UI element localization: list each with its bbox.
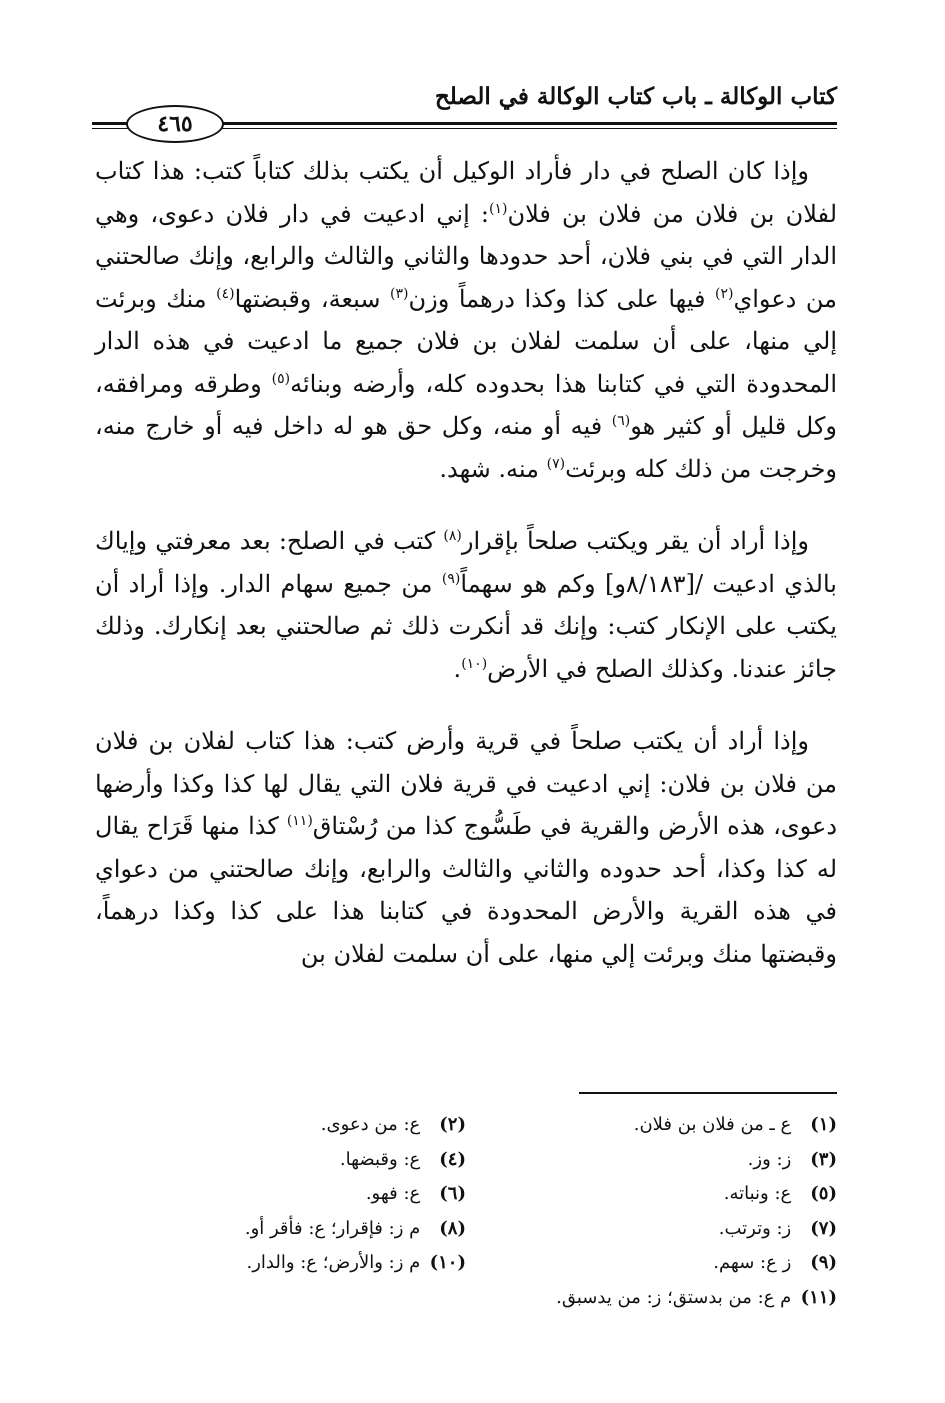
footnote-row xyxy=(95,1246,837,1281)
footnote-ref: (٤) xyxy=(216,285,235,302)
footnote-text: ع: ونباته. xyxy=(723,1183,792,1204)
footnote-number: (١١) xyxy=(800,1286,837,1308)
text-run: وطرقه ومرافقه، وكل قليل أو كثير هو xyxy=(95,369,837,440)
footnote-text: ع: وقبضها. xyxy=(339,1148,421,1170)
text-run: وإذا أراد أن يكتب صلحاً في قرية وأرض كتب: هذا كتاب لفلان بن فلان من فلان بن فلان: إني ادعيت في قرية فلان التي يقال لها كذا وكذا وأرضها دعوى، هذه الأرض والقرية في طَسُّوج كذا من رُسْتاق xyxy=(95,727,837,840)
footnote-ref: (٣) xyxy=(390,285,409,302)
text-run: وإذا كان الصلح في دار فأراد الوكيل أن يكتب بذلك كتاباً كتب: هذا كتاب لفلان بن فلان من فلان بن فلان xyxy=(95,157,838,228)
footnote-text: ع: من دعوى. xyxy=(320,1114,421,1135)
text-run: وإذا أراد أن يقر ويكتب صلحاً بإقرار xyxy=(461,527,809,555)
footnote xyxy=(466,1143,837,1178)
text-run: سبعة، وقبضتها xyxy=(234,284,391,313)
footnote-number: (٦) xyxy=(439,1183,466,1204)
footnote-text: م ع: من بدستق؛ ز: من يدسبق. xyxy=(556,1286,792,1308)
text-run: كذا منها قَرَاح يقال له كذا وكذا، أحد حدوده والثاني والثالث والرابع، وإنك صالحتني من دعواي في هذه القرية والأرض المحدودة في كتابنا هذا على كذا وكذا درهماً، وقبضتها منك وبرئت إلي منها، على أن سلمت لفلان بن xyxy=(95,812,838,968)
text-run: : إني ادعيت في دار فلان دعوى، وهي الدار التي في بني فلان، أحد حدودها والثاني والثالث والرابع، وإنك صالحتني من دعواي xyxy=(95,199,837,313)
footnote xyxy=(95,1246,466,1281)
body-text xyxy=(95,150,837,975)
footnote xyxy=(466,1212,837,1247)
footnote xyxy=(427,1281,837,1316)
footnote-ref: (٥) xyxy=(271,370,291,387)
paragraph xyxy=(95,150,837,490)
paragraph xyxy=(95,720,837,975)
footnote xyxy=(466,1108,837,1143)
footnote xyxy=(95,1108,466,1143)
footnote-number: (٩) xyxy=(810,1252,837,1273)
running-header: كتاب الوكالة ـ باب كتاب الوكالة في الصلح xyxy=(434,83,837,110)
text-run: كتب في الصلح: بعد معرفتي وإياك بالذي ادعيت /[٨/١٨٣و] وكم هو سهماً xyxy=(95,527,837,598)
footnote-ref: (١) xyxy=(488,200,508,217)
footnote-ref: (٩) xyxy=(441,570,461,587)
footnote xyxy=(95,1143,466,1178)
footnote-row xyxy=(95,1108,837,1143)
page-number: ٤٦٥ xyxy=(126,105,224,143)
footnote-number: (٢) xyxy=(439,1114,466,1135)
text-run: منك وبرئت إلي منها، على أن سلمت لفلان بن فلان جميع ما ادعيت في هذه الدار المحدودة التي في كتابنا هذا بحدوده كله، وأرضه وبنائه xyxy=(95,284,837,398)
footnote-text: ع: فهو. xyxy=(365,1183,421,1204)
text-run: منه. شهد. xyxy=(439,454,547,483)
footnote-number: (٨) xyxy=(439,1217,466,1239)
footnote-number: (١) xyxy=(810,1114,837,1135)
footnote-text: ع ـ من فلان بن فلان. xyxy=(633,1114,792,1135)
footnote-text: م ز: والأرض؛ ع: والدار. xyxy=(246,1252,421,1273)
footnote-number: (٧) xyxy=(810,1217,837,1239)
footnote-row xyxy=(95,1281,837,1316)
text-run: من جميع سهام الدار. وإذا أراد أن يكتب على الإنكار كتب: وإنك قد أنكرت ذلك ثم صالحتني بعد إنكارك. وذلك جائز عندنا. وكذلك الصلح في الأرض xyxy=(95,569,837,683)
footnote-number: (١٠) xyxy=(429,1252,466,1273)
footnote-text: ز: وترتب. xyxy=(718,1217,792,1239)
footnote-separator xyxy=(579,1092,837,1094)
footnote-number: (٥) xyxy=(810,1183,837,1204)
text-run: فيه أو منه، وكل حق هو له داخل فيه أو خارج منه، وخرجت من ذلك كله وبرئت xyxy=(95,412,837,483)
footnote-ref: (١٠) xyxy=(461,655,488,672)
footnote-ref: (١١) xyxy=(286,813,313,829)
footnote-row xyxy=(95,1177,837,1212)
footnote-text: ز ع: سهم. xyxy=(713,1252,792,1273)
footnote-text: ز: وز. xyxy=(747,1148,792,1170)
footnote-ref: (٧) xyxy=(546,455,566,472)
text-run: فيها على كذا وكذا درهماً وزن xyxy=(408,284,715,313)
footnote xyxy=(466,1246,837,1281)
footnote-ref: (٢) xyxy=(715,285,734,302)
text-run: . xyxy=(453,654,462,683)
footnotes xyxy=(95,1108,837,1315)
footnote-row xyxy=(95,1143,837,1178)
footnote-ref: (٨) xyxy=(443,528,462,544)
footnote xyxy=(95,1177,466,1212)
footnote-number: (٤) xyxy=(439,1148,466,1170)
footnote xyxy=(95,1212,466,1247)
footnote-row xyxy=(95,1212,837,1247)
footnote-ref: (٦) xyxy=(611,413,631,429)
paragraph xyxy=(95,520,837,690)
footnote-text: م ز: فإقرار؛ ع: فأقر أو. xyxy=(244,1217,421,1239)
footnote-number: (٣) xyxy=(810,1148,837,1170)
footnote xyxy=(466,1177,837,1212)
